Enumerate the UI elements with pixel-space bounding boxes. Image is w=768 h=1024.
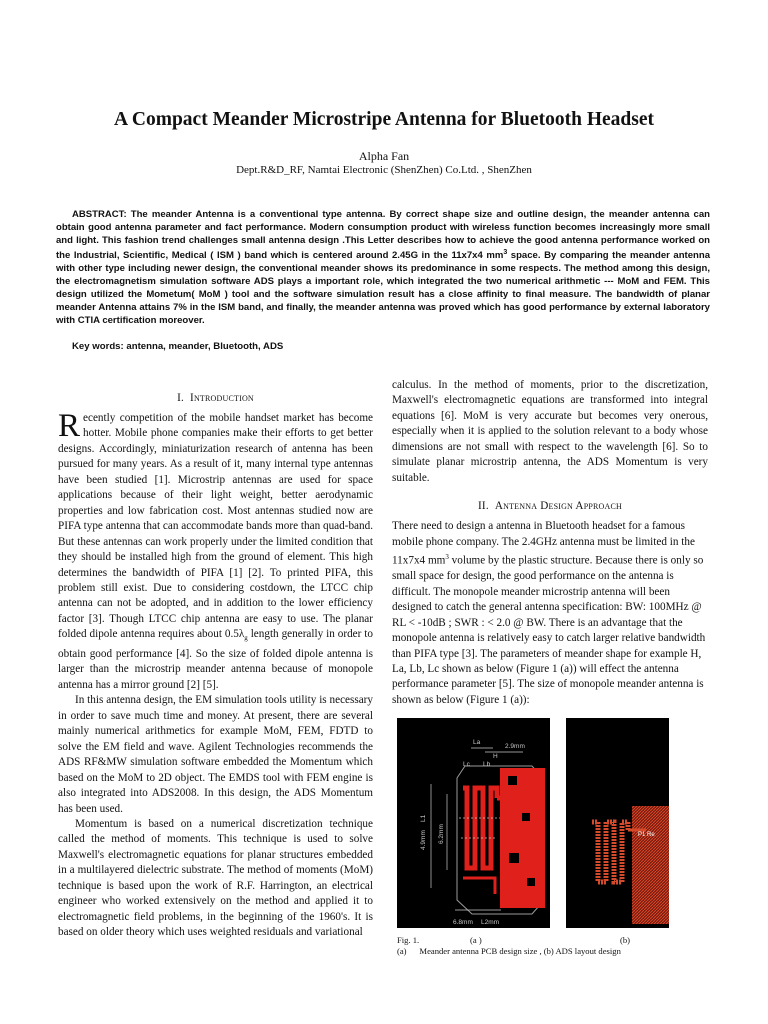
intro-text-1: ecently competition of the mobile handset market has become hotter. Mobile phone companies make their efforts to get better designs. Accordingly, miniaturization research of antenna has been pursued for many years. As a result of it, many internal type antennas have been studied [1]. Microstrip antennas are used for space applications because of their light weight, better aerodynamic properties and low fabrication cost. Most antennas studied now are PIFA type antenna that can accommodate bands more than quad-band. But these antennas can work properly under the limited condition that they should be installed high from the ground of element. This high determines the bandwidth of PIFA [1] [2]. To printed PIFA, this problem still exist. Due to considering costdown, the LTCC chip antenna can not be adopted, and in addition to the lower efficiency factor [3]. Though LTCC chip antenna are easy to use. The planar folded dipole antenna requires about 0.5λ: [58, 412, 373, 641]
dim-bottom2-label: L2mm: [481, 919, 500, 926]
abstract-superscript: 3: [503, 249, 508, 257]
abstract-text-2: space. By comparing the meander antenna with other type including newer design, the conventional meander shows its predominance in some respects. The method among this design, the electromagnetism simulation software ADS plays a important role, which integrated the two numerical arithmetic --- MoM and FEM. This design utilized the Mometum( MoM ) tool and the software simulation result has a close affinity to final measure. The bandwidth of planar meander Antenna attains 7% in the ISM band, and finally, the meander antenna was proved which has good performance by external laboratory with CTIA certification moreover.: [56, 250, 710, 326]
mom-paragraph: calculus. In the method of moments, prior to the discretization, Maxwell's electromagnetic equations are transformed into integral equations [6]. MoM is very accurate but becomes very onerous, especially when it is applied to the solution relevant to a body whose dimensions are not small with respect to the wavelength [6]. So to simulate planar microstrip antenna, the ADS Momentum is very suitable.: [392, 379, 708, 484]
dim-top-label: 2.9mm: [505, 743, 525, 750]
intro-paragraph-3: Momentum is based on a numerical discretization technique called the method of moments. This technique is used to solve Maxwell's electromagnetic equations for planar structures embedded in a multilayered dielectric substrate. The method of moments (MoM) technique is based upon the work of R.F. Harrington, an electrical engineer who worked extensively on the method and applied it to electromagnetic field problems, in the beginning of the 1960's. It is based on older theory which uses weighted residuals and variational: [58, 818, 373, 939]
intro-paragraph-1: [58, 408, 373, 693]
dim-lc-label: Lc: [463, 761, 470, 768]
dim-mid-label: 6.2mm: [438, 824, 445, 844]
author-name: Alpha Fan: [358, 149, 410, 163]
left-column: [58, 390, 373, 941]
dim-left-label: 4.9mm: [420, 830, 427, 850]
drop-cap: R: [58, 408, 81, 444]
ads-layout-drawing: [566, 718, 669, 928]
keywords: Key words: antenna, meander, Bluetooth, ADS: [72, 341, 284, 352]
section-title: Introduction: [190, 392, 254, 404]
intro-subscript: g: [244, 634, 248, 643]
intro-paragraph-2: In this antenna design, the EM simulation tools utility is necessary in order to save much time and money. At present, there are several mainly numerical arithmetics for example MoM, FEM, FDTD to solve the EM field and wave. Agilent Technologies recommends the ADS RF&MW simulation software embedded the Momentum which based on the MoM to 2D object. The EMDS tool with FEM engine is also integrated into ADS2008. In this design, the ADS Momentum has been used.: [58, 694, 373, 815]
abstract: [56, 209, 710, 327]
pcb-drawing: [397, 718, 550, 928]
dim-l1-label: L1: [420, 814, 427, 822]
figure-label: Fig. 1.: [397, 935, 420, 945]
design-text-1: There need to design a antenna in Bluetooth headset for a famous mobile phone company. The 2.4GHz antenna must be limited in the 11x7x4 mm: [392, 520, 695, 567]
port-label: P1 Re: [638, 832, 655, 838]
section-heading-introduction: [58, 390, 373, 410]
dim-la-label: La: [473, 739, 481, 746]
paper-title: A Compact Meander Microstripe Antenna for Bluetooth Headset: [114, 109, 654, 130]
design-text-2: volume by the plastic structure. Because there is only so small space for design, the good performance on the antenna is difficult. The monopole meander microstrip antenna will been designed to catch the general antenna specification: BW: 100MHz @ RL < -10dB ; SWR : < 2.0 @ BW. There is an advantage that the monopole antenna is relatively easy to catch larger relative bandwidth than PIFA type [3]. The parameters of meander shape for example H, La, Lb, Lc shown as below (Figure 1 (a)) will effect the antenna performance parameter [5]. The size of monopole meander antenna is shown as below (Figure 1 (a)):: [392, 554, 706, 706]
dim-lb-label: Lb: [483, 761, 491, 768]
right-column: [392, 378, 708, 708]
figure-a-label: (a ): [470, 935, 482, 945]
design-superscript: 3: [445, 553, 449, 562]
figure-caption: (a) Meander antenna PCB design size , (b) ADS layout design: [397, 946, 621, 956]
abstract-text-1: ABSTRACT: The meander Antenna is a conventional type antenna. By correct shape size and outline design, the meander antenna can obtain good antenna parameter and fact performance. Modern consumption product with wireless function becomes increasingly more small and light. This fashion trend challenges small antenna design .This Letter describes how to achieve the good antenna performance worked on the Industrial, Scientific, Medical ( ISM ) band which is centered around 2.45G in the 11x7x4 mm: [56, 209, 710, 262]
dim-bottom-label: 6.8mm: [453, 919, 473, 926]
figure-1b-ads-layout: [566, 718, 669, 928]
author-affiliation: Dept.R&D_RF, Namtai Electronic (ShenZhen) Co.Ltd. , ShenZhen: [236, 164, 532, 176]
section-heading-design: [392, 498, 708, 518]
section-number: I.: [177, 392, 185, 404]
figure-1a-pcb-design: [397, 718, 550, 928]
section-title: Antenna Design Approach: [494, 500, 622, 513]
figure-b-label: (b): [620, 935, 631, 945]
intro-text-1-end: length generally in order to obtain good performance [4]. So the size of folded dipole antenna is larger than the microstrip meander antenna because of monopole antenna has a mirror ground [2] [5].: [58, 628, 373, 691]
dim-h-label: H: [493, 753, 498, 760]
section-number: II.: [477, 500, 489, 513]
design-paragraph: [392, 519, 708, 708]
